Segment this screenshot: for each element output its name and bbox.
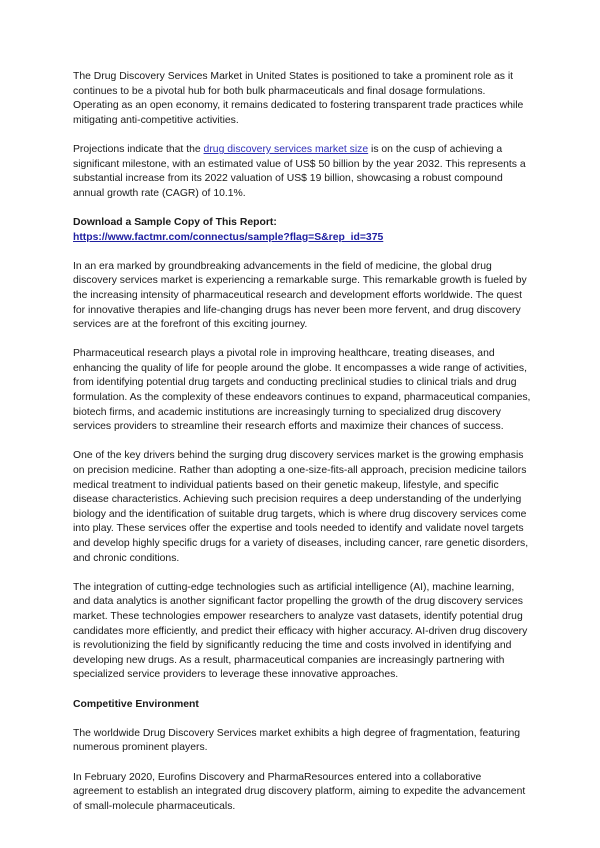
- intro-paragraph: The Drug Discovery Services Market in United States is positioned to take a prominent role as it continues to be a pivotal hub for both bulk pharmaceuticals and final dosage formulations. Operating as an open economy, it remains dedicated to fostering transparent trade practices while mitigating anti-competitive activities.: [73, 71, 524, 126]
- precision-medicine-paragraph: One of the key drivers behind the surging drug discovery services market is the growing emphasis on precision medicine. Rather than adopting a one-size-fits-all approach, precision medicine tailors medical treatment to individual patients based on their genetic makeup, lifestyle, and specific disease characteristics. Achieving such precision requires a deep understanding of the underlying biology and the identification of suitable drug targets, which is where drug discovery services come into play. These services offer the expertise and tools needed to identify and validate novel targets and develop highly specific drugs for a variety of diseases, including cancer, rare genetic disorders, and chronic conditions.: [73, 450, 529, 564]
- sample-copy-heading: Download a Sample Copy of This Report:: [73, 216, 277, 228]
- market-size-link[interactable]: drug discovery services market size: [203, 143, 369, 155]
- market-size-paragraph: [73, 143, 531, 201]
- market-size-text-after: is on the cusp of achieving a significant milestone, with an estimated value of US$ 50 billion by the year 2032. This represents a substantial increase from its 2022 valuation of US$ 19 billion, showcasing a robust compound annual growth rate (CAGR) of 10.1%.: [73, 143, 526, 199]
- market-surge-paragraph: In an era marked by groundbreaking advancements in the field of medicine, the global drug discovery services market is experiencing a remarkable surge. This remarkable growth is fueled by the increasing intensity of pharmaceutical research and development efforts worldwide. The quest for innovative therapies and life-changing drugs has never been more fervent, and drug discovery services are at the forefront of this exciting journey.: [73, 260, 527, 331]
- market-size-text-before: Projections indicate that the: [73, 143, 204, 155]
- sample-copy-block: [73, 216, 531, 245]
- document-page: [73, 70, 531, 829]
- sample-copy-link[interactable]: https://www.factmr.com/connectus/sample?flag=S&rep_id=375: [73, 231, 384, 243]
- pharma-research-paragraph: Pharmaceutical research plays a pivotal role in improving healthcare, treating diseases, and enhancing the quality of life for people around the globe. It encompasses a wide range of activities, from identifying potential drug targets and conducting preclinical studies to clinical trials and drug formulation. As the complexity of these endeavors continues to expand, pharmaceutical companies, biotech firms, and academic institutions are increasingly turning to specialized drug discovery services providers to streamline their research efforts and maximize their chances of success.: [73, 348, 531, 433]
- competitive-environment-heading: Competitive Environment: [73, 698, 199, 710]
- technology-paragraph: The integration of cutting-edge technologies such as artificial intelligence (AI), machine learning, and data analytics is another significant factor propelling the growth of the drug discovery services market. These technologies empower researchers to analyze vast datasets, identify potential drug candidates more efficiently, and predict their efficacy with higher accuracy. AI-driven drug discovery is revolutionizing the field by significantly reducing the time and costs involved in identifying and developing new drugs. As a result, pharmaceutical companies are increasingly partnering with specialized service providers to leverage these innovative approaches.: [73, 581, 528, 681]
- fragmentation-paragraph: The worldwide Drug Discovery Services market exhibits a high degree of fragmentation, featuring numerous prominent players.: [73, 727, 521, 754]
- eurofins-paragraph: In February 2020, Eurofins Discovery and PharmaResources entered into a collaborative agreement to establish an integrated drug discovery platform, aiming to expedite the advancement of small-molecule pharmaceuticals.: [73, 771, 526, 812]
